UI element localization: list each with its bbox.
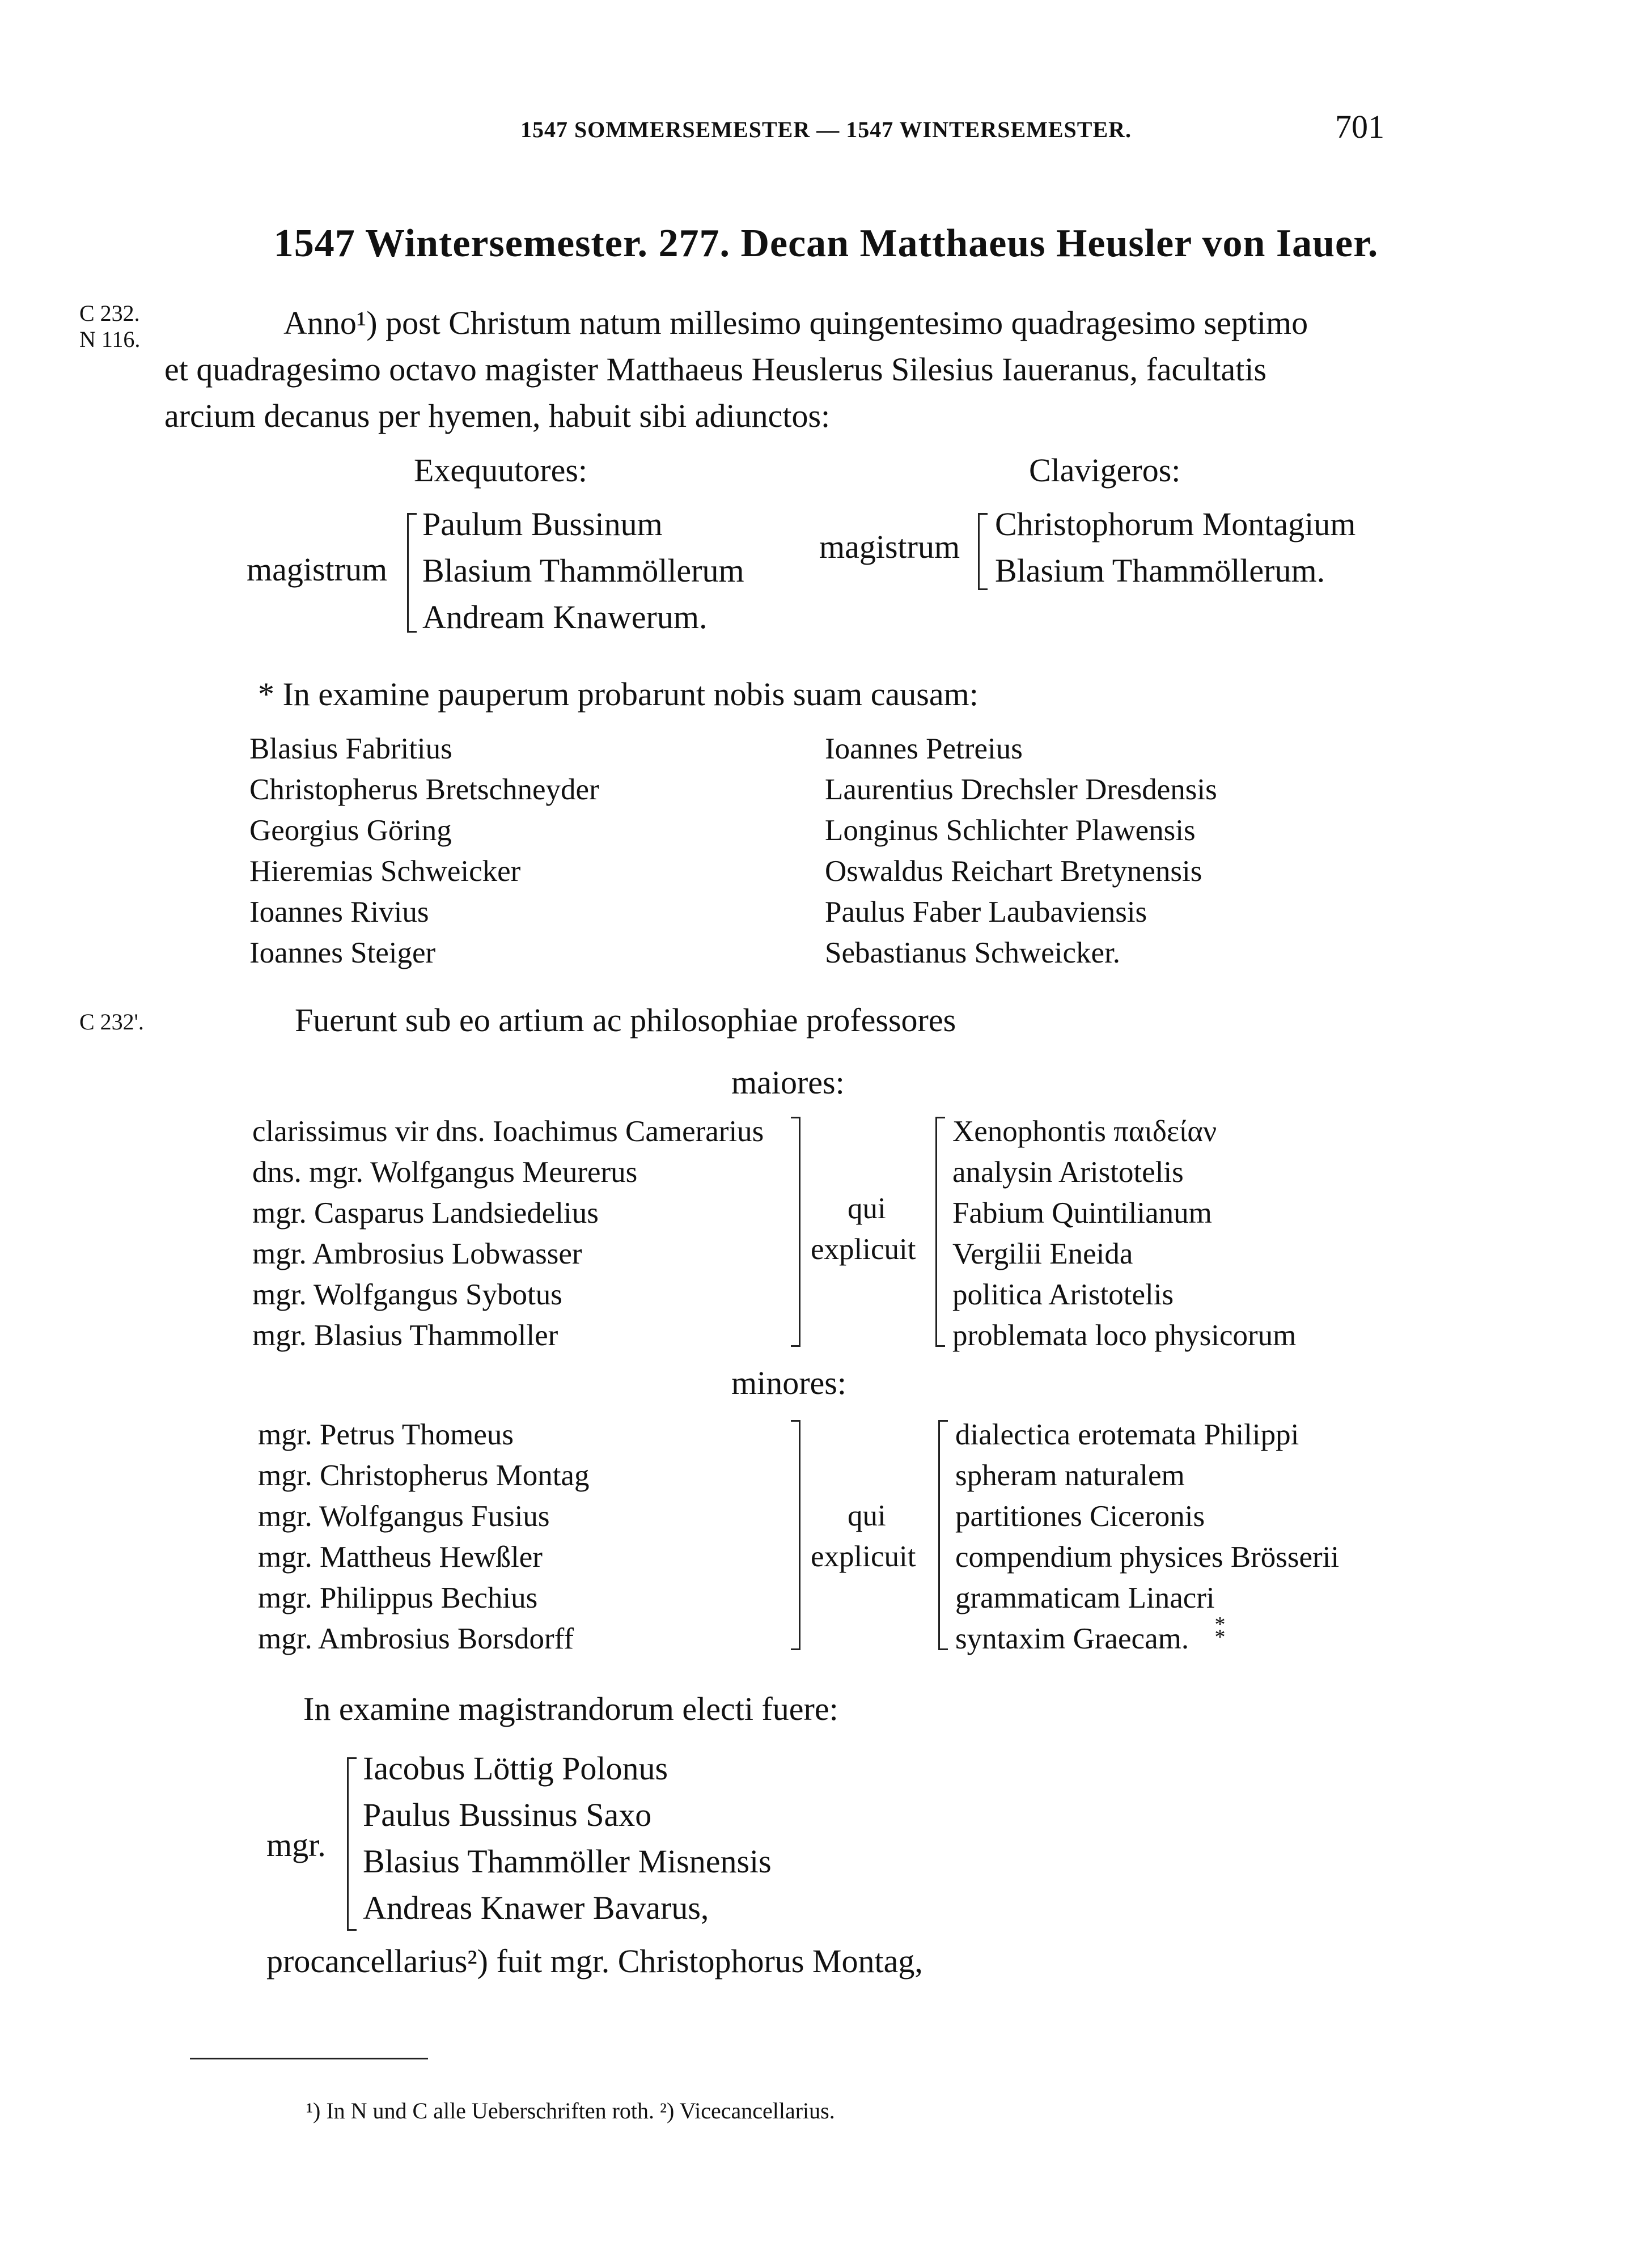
pauper-name: Sebastianus Schweicker. bbox=[825, 936, 1121, 969]
exequutor-name: Blasium Thammöllerum bbox=[422, 552, 744, 589]
pauper-name: Ioannes Petreius bbox=[825, 732, 1023, 765]
pauper-name: Oswaldus Reichart Bretynensis bbox=[825, 855, 1202, 888]
pauper-name: Georgius Göring bbox=[249, 814, 452, 847]
magistrand-name: Iacobus Löttig Polonus bbox=[363, 1750, 668, 1787]
maiores-heading: maiores: bbox=[731, 1064, 845, 1101]
minores-names bbox=[258, 1414, 589, 1659]
pauperum-right-list bbox=[825, 728, 1217, 973]
pauper-name: Hieremias Schweicker bbox=[249, 855, 521, 888]
pauperum-left-list bbox=[249, 728, 599, 973]
clavigeros-prefix: magistrum bbox=[819, 528, 960, 565]
clavigeros-list bbox=[995, 502, 1356, 595]
maiores-verb-top: qui bbox=[848, 1192, 886, 1225]
professor-name: mgr. Ambrosius Lobwasser bbox=[252, 1237, 582, 1270]
pauper-name: Christopherus Bretschneyder bbox=[249, 773, 599, 806]
professor-name: mgr. Philippus Bechius bbox=[258, 1582, 538, 1614]
professor-name: mgr. Ambrosius Borsdorff bbox=[258, 1622, 574, 1655]
exequutor-name: Andream Knawerum. bbox=[422, 599, 708, 635]
pauper-name: Ioannes Steiger bbox=[249, 936, 436, 969]
subject-item: syntaxim Graecam. bbox=[955, 1622, 1189, 1655]
professor-name: mgr. Mattheus Hewßler bbox=[258, 1541, 543, 1574]
minores-left-brace bbox=[791, 1420, 800, 1650]
clavigeros-heading: Clavigeros: bbox=[1029, 452, 1181, 489]
magistrand-name: Andreas Knawer Bavarus, bbox=[363, 1889, 709, 1926]
magistrandorum-brace bbox=[347, 1757, 357, 1931]
pauper-name: Laurentius Drechsler Dresdensis bbox=[825, 773, 1217, 806]
subject-item: analysin Aristotelis bbox=[952, 1156, 1184, 1189]
minores-verb-top: qui bbox=[848, 1499, 886, 1532]
subject-item: Vergilii Eneida bbox=[952, 1237, 1133, 1270]
professor-name: dns. mgr. Wolfgangus Meurerus bbox=[252, 1156, 638, 1189]
subject-item: partitiones Ciceronis bbox=[955, 1500, 1205, 1533]
pauperum-heading: * In examine pauperum probarunt nobis suam causam: bbox=[258, 676, 979, 713]
professor-name: mgr. Christopherus Montag bbox=[258, 1459, 590, 1492]
running-title: 1547 SOMMERSEMESTER — 1547 WINTERSEMESTER. bbox=[520, 117, 1132, 142]
margin-note-first bbox=[79, 300, 140, 353]
exequutores-list bbox=[422, 502, 744, 641]
magistrandorum-list bbox=[363, 1746, 772, 1932]
footnote-rule bbox=[190, 2058, 428, 2059]
margin-note-n: N 116. bbox=[79, 327, 141, 352]
clavigeros-name: Blasium Thammöllerum. bbox=[995, 552, 1325, 589]
clavigeros-brace bbox=[978, 513, 988, 590]
maiores-verb-bottom: explicuit bbox=[811, 1233, 916, 1266]
subject-item: spheram naturalem bbox=[955, 1459, 1185, 1492]
professores-intro: Fuerunt sub eo artium ac philosophiae professores bbox=[295, 1002, 956, 1039]
pauper-name: Ioannes Rivius bbox=[249, 896, 429, 929]
minores-verb-bottom: explicuit bbox=[811, 1540, 916, 1573]
margin-note-c: C 232. bbox=[79, 300, 140, 326]
exequutores-brace bbox=[407, 513, 417, 633]
magistrand-name: Paulus Bussinus Saxo bbox=[363, 1796, 652, 1833]
magistrand-name: Blasius Thammöller Misnensis bbox=[363, 1843, 772, 1880]
maiores-names bbox=[252, 1111, 764, 1356]
minores-subjects bbox=[955, 1414, 1339, 1659]
margin-note-second: C 232'. bbox=[79, 1009, 144, 1035]
maiores-subjects bbox=[952, 1111, 1296, 1356]
subject-item: politica Aristotelis bbox=[952, 1278, 1174, 1311]
subject-item: dialectica erotemata Philippi bbox=[955, 1418, 1299, 1451]
professor-name: mgr. Casparus Landsiedelius bbox=[252, 1197, 599, 1230]
subject-item: compendium physices Brösserii bbox=[955, 1541, 1340, 1574]
magistrandorum-prefix: mgr. bbox=[266, 1826, 326, 1863]
intro-line-2: et quadragesimo octavo magister Matthaeus Heuslerus Silesius Iaueranus, facultatis bbox=[164, 351, 1267, 388]
section-title: 1547 Wintersemester. 277. Decan Matthaeus Heusler von Iauer. bbox=[273, 222, 1379, 265]
exequutores-heading: Exequutores: bbox=[414, 452, 588, 489]
exequutores-prefix: magistrum bbox=[247, 551, 388, 588]
pauper-name: Paulus Faber Laubaviensis bbox=[825, 896, 1147, 929]
end-mark: * * bbox=[1214, 1613, 1226, 1649]
exequutor-name: Paulum Bussinum bbox=[422, 506, 663, 542]
maiores-right-brace bbox=[935, 1117, 945, 1347]
subject-item: problemata loco physicorum bbox=[952, 1319, 1297, 1352]
intro-line-3: arcium decanus per hyemen, habuit sibi adiunctos: bbox=[164, 397, 831, 434]
professor-name: mgr. Wolfgangus Fusius bbox=[258, 1500, 550, 1533]
professor-name: mgr. Wolfgangus Sybotus bbox=[252, 1278, 562, 1311]
professor-name: mgr. Blasius Thammoller bbox=[252, 1319, 558, 1352]
procancellarius-line: procancellarius²) fuit mgr. Christophorus Montag, bbox=[266, 1943, 923, 1980]
pauper-name: Blasius Fabritius bbox=[249, 732, 452, 765]
pauper-name: Longinus Schlichter Plawensis bbox=[825, 814, 1196, 847]
maiores-left-brace bbox=[791, 1117, 800, 1347]
magistrandorum-heading: In examine magistrandorum electi fuere: bbox=[303, 1690, 838, 1727]
subject-item: Fabium Quintilianum bbox=[952, 1197, 1212, 1230]
minores-right-brace bbox=[938, 1420, 948, 1650]
footnotes: ¹) In N und C alle Ueberschriften roth. ²) Vicecancellarius. bbox=[306, 2098, 835, 2123]
professor-name: mgr. Petrus Thomeus bbox=[258, 1418, 514, 1451]
clavigeros-name: Christophorum Montagium bbox=[995, 506, 1356, 542]
page-number: 701 bbox=[1335, 108, 1384, 145]
minores-heading: minores: bbox=[731, 1364, 846, 1401]
intro-line-1: Anno¹) post Christum natum millesimo quingentesimo quadragesimo septimo bbox=[283, 304, 1308, 341]
subject-item: grammaticam Linacri bbox=[955, 1582, 1215, 1614]
subject-item: Xenophontis παιδείαν bbox=[952, 1115, 1217, 1148]
professor-name: clarissimus vir dns. Ioachimus Camerarius bbox=[252, 1115, 764, 1148]
